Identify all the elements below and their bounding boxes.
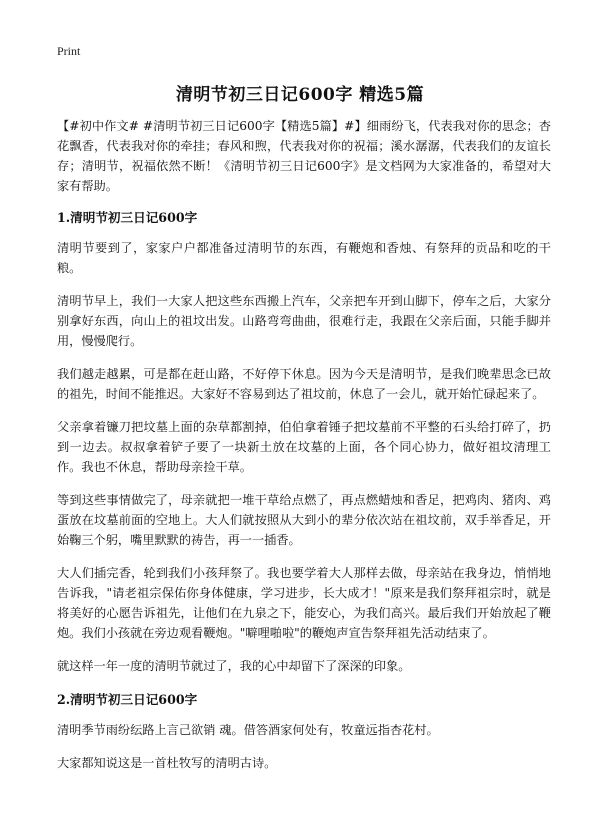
paragraph: 大人们插完香，轮到我们小孩拜祭了。我也要学着大人那样去做，母亲站在我身边，悄悄地告诉我，"请老祖宗保佑你身体健康，学习进步，长大成才！"原来是我们祭拜祖宗时，就是将美好的心愿告诉祖先，让他们在九泉之下，能安心，为我们高兴。最后我们开始放起了鞭炮。我们小孩就在旁边观看鞭炮。"噼哩啪啦"的鞭炮声宣告祭拜祖先活动结束了。: [57, 566, 551, 640]
paragraph: 我们越走越累，可是都在赶山路，不好停下休息。因为今天是清明节，是我们晚辈思念已故的祖先，时间不能推迟。大家好不容易到达了祖坟前，休息了一会儿，就开始忙碌起来了。: [57, 367, 551, 401]
page-title: 清明节初三日记600字 精选5篇: [175, 85, 425, 105]
section-heading-1: 1.清明节初三日记600字: [57, 210, 198, 225]
paragraph: 清明节早上，我们一大家人把这些东西搬上汽车，父亲把车开到山脚下，停车之后，大家分别拿好东西，向山上的祖坟出发。山路弯弯曲曲，很难行走，我跟在父亲后面，只能手脚并用，慢慢爬行。: [57, 294, 551, 348]
print-link[interactable]: Print: [57, 44, 81, 58]
paragraph: 等到这些事情做完了，母亲就把一堆干草给点燃了，再点燃蜡烛和香足，把鸡肉、猪肉、鸡蛋放在坟墓前面的空地上。大人们就按照从大到小的辈分依次站在祖坟前，双手举香足，开始鞠三个躬，嘴里默默的祷告，再一一插香。: [57, 493, 551, 547]
section-heading-2: 2.清明节初三日记600字: [57, 692, 198, 707]
paragraph: 就这样一年一度的清明节就过了，我的心中却留下了深深的印象。: [57, 659, 411, 673]
paragraph: 大家都知说这是一首杜牧写的清明古诗。: [57, 756, 277, 770]
paragraph: 父亲拿着镰刀把坟墓上面的杂草都割掉，伯伯拿着锤子把坟墓前不平整的石头给打碎了，扔到一边去。叔叔拿着铲子要了一块新土放在坟墓的上面，各个同心协力，做好祖坟清理工作。我也不休息，帮助母亲捡干草。: [57, 420, 551, 474]
intro-paragraph: 【#初中作文# #清明节初三日记600字【精选5篇】#】细雨纷飞，代表我对你的思念；杏花飘香，代表我对你的牵挂；春风和煦，代表我对你的祝福；溪水潺潺，代表我们的友谊长存；清明节，祝福依然不断！《清明节初三日记600字》是文档网为大家准备的，希望对大家有帮助。: [57, 119, 551, 193]
paragraph: 清明季节雨纷纭路上言己欲销 魂。借答酒家何处有，牧童远指杏花村。: [57, 723, 439, 737]
article-body: [57, 116, 551, 786]
paragraph: 清明节要到了，家家户户都准备过清明节的东西，有鞭炮和香烛、有祭拜的贡品和吃的干粮。: [57, 241, 551, 275]
